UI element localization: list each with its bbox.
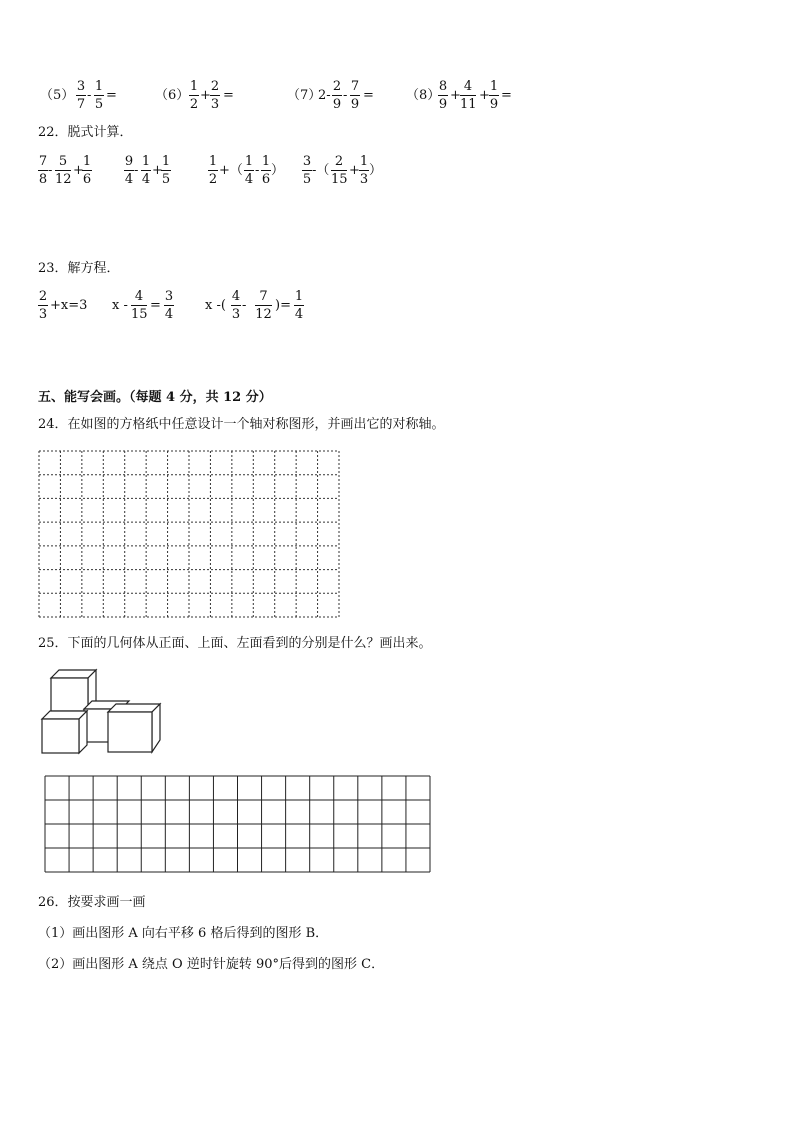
fraction: 1 9 bbox=[489, 79, 499, 112]
question-23-title: 23．解方程． bbox=[38, 261, 120, 276]
worksheet-page: （5） 3 7 - 1 5 = （6） 1 2 + 2 3 = （7） 2- 2 9 - 7 9 = （8） 8 9 + 4 11 + 1 9 = 22．脱式计算． 7 8 - 5 12 + 1 6 9 4 - 1 4 + 1 5 1 2 +（ 1 4 - 1 6 ） 3 5 -（ 2 15 + 1 3 ） 23．解方程． 2 3 +x=3 x - 4 15 = 3 4 x -( 4 3 - 7 12 )= 1 4 五、能写会画。（每题 4 分，共 12 分） 24．在如图的方格纸中任意设计一个轴对称图形，并画出它的对称轴。 25．下面的几何体从正面、上面、左面看到的分别是什么？画出来。 26．按要求画一画 （1）画出图形 A 向右平移 6 格后得到的图形 B． （2）画出图形 A 绕点 O 逆时针旋转 90°后得到的图形 C． bbox=[38, 79, 512, 972]
question-24-text: 24．在如图的方格纸中任意设计一个轴对称图形，并画出它的对称轴。 bbox=[38, 417, 445, 432]
fraction: 1 5 bbox=[94, 79, 104, 112]
answer-grid[interactable] bbox=[44, 775, 432, 873]
operator: - bbox=[343, 88, 348, 103]
question-22-title: 22．脱式计算． bbox=[38, 125, 133, 140]
operator: + bbox=[200, 88, 211, 103]
question-26-item-2: （2）画出图形 A 绕点 O 逆时针旋转 90°后得到的图形 C． bbox=[38, 957, 385, 972]
question-26-item-1: （1）画出图形 A 向右平移 6 格后得到的图形 B． bbox=[38, 926, 329, 941]
fraction: 1 2 bbox=[189, 79, 199, 112]
question-26-title: 26．按要求画一画 bbox=[38, 895, 146, 910]
cube-front-face bbox=[51, 678, 88, 711]
problem-label: （7） bbox=[287, 88, 322, 103]
cube-solid-figure bbox=[40, 664, 165, 756]
leading-term: 2- bbox=[318, 88, 331, 103]
fraction: 3 7 bbox=[76, 79, 86, 112]
equals-sign: = bbox=[501, 88, 512, 103]
fraction: 4 11 bbox=[460, 79, 477, 112]
problem-label: （8） bbox=[406, 88, 441, 103]
equals-sign: = bbox=[223, 88, 234, 103]
fraction: 8 9 bbox=[438, 79, 448, 112]
problem-label: （6） bbox=[155, 88, 190, 103]
dotted-grid-paper[interactable] bbox=[38, 450, 340, 618]
operator: + bbox=[479, 88, 490, 103]
operator: + bbox=[450, 88, 461, 103]
equals-sign: = bbox=[363, 88, 374, 103]
fraction: 2 9 bbox=[332, 79, 342, 112]
problem-label: （5） bbox=[40, 88, 75, 103]
operator: - bbox=[87, 88, 92, 103]
equals-sign: = bbox=[106, 88, 117, 103]
fraction: 2 3 bbox=[210, 79, 220, 112]
fraction: 7 9 bbox=[350, 79, 360, 112]
question-25-text: 25．下面的几何体从正面、上面、左面看到的分别是什么？画出来。 bbox=[38, 636, 432, 651]
section-5-title: 五、能写会画。（每题 4 分，共 12 分） bbox=[38, 390, 272, 405]
